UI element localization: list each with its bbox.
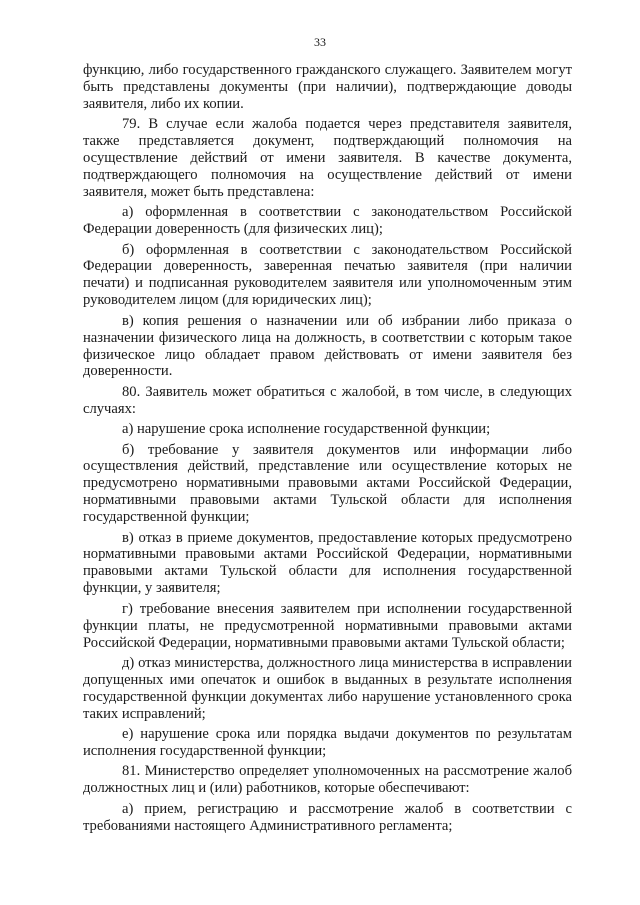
paragraph-80-g: г) требование внесения заявителем при исполнении государственной функции платы, не предусмотренной нормативными правовыми актами Российской Федерации, нормативными правовыми актами Тульской области; xyxy=(83,600,572,651)
paragraph-80-d: д) отказ министерства, должностного лица министерства в исправлении допущенных ими опечаток и ошибок в выданных в результате исполнения государственной функции документах либо нарушение установленного срока таких исправлений; xyxy=(83,654,572,722)
paragraph-continuation: функцию, либо государственного гражданского служащего. Заявителем могут быть представлены документы (при наличии), подтверждающие доводы заявителя, либо их копии. xyxy=(83,62,572,112)
paragraph-80-b: б) требование у заявителя документов или информации либо осуществления действий, представление или осуществление которых не предусмотрено нормативными правовыми актами Российской Федерации, нормативными правовыми актами Тульской области для исполнения государственной функции; xyxy=(83,441,572,526)
paragraph-79-b: б) оформленная в соответствии с законодательством Российской Федерации доверенность, заверенная печатью заявителя (при наличии печати) и подписанная руководителем заявителя или уполномоченным этим руководителем лицом (для юридических лиц); xyxy=(83,241,572,309)
page-number: 33 xyxy=(314,35,326,49)
paragraph-80-e: е) нарушение срока или порядка выдачи документов по результатам исполнения государственной функции; xyxy=(83,726,572,759)
paragraph-80-a: а) нарушение срока исполнение государственной функции; xyxy=(122,421,491,438)
paragraph-81: 81. Министерство определяет уполномоченных на рассмотрение жалоб должностных лиц и (или) работников, которые обеспечивают: xyxy=(83,763,572,797)
document-body xyxy=(83,62,572,834)
paragraph-80: 80. Заявитель может обратиться с жалобой, в том числе, в следующих случаях: xyxy=(83,383,572,417)
paragraph-81-a: а) прием, регистрацию и рассмотрение жалоб в соответствии с требованиями настоящего Административного регламента; xyxy=(83,800,572,834)
paragraph-79: 79. В случае если жалоба подается через представителя заявителя, также представляется документ, подтверждающий полномочия на осуществление действий от имени заявителя. В качестве документа, подтверждающего полномочия на осуществление действий от имени заявителя, может быть представлена: xyxy=(83,116,572,200)
paragraph-79-v: в) копия решения о назначении или об избрании либо приказа о назначении физического лица на должность, в соответствии с которым такое физическое лицо обладает правом действовать от имени заявителя без доверенности. xyxy=(83,312,572,380)
paragraph-79-a: а) оформленная в соответствии с законодательством Российской Федерации доверенность (для физических лиц); xyxy=(83,204,572,238)
paragraph-80-v: в) отказ в приеме документов, предоставление которых предусмотрено нормативными правовыми актами Российской Федерации, нормативными правовыми актами Тульской области для исполнения государственной функции, у заявителя; xyxy=(83,529,572,597)
